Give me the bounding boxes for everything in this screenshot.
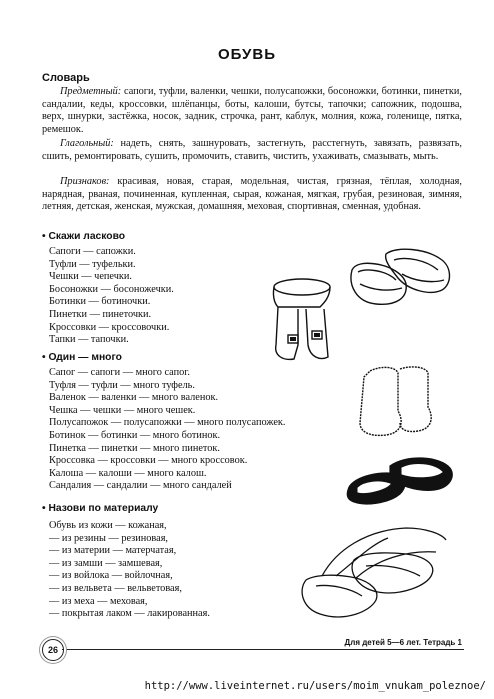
felt-boots-illustration <box>352 363 438 443</box>
list-item: Полусапожок — полусапожки — много полусапожек. <box>49 417 286 429</box>
watermark-url: http://www.liveinternet.ru/users/moim_vnukam_poleznoe/ <box>144 680 486 692</box>
footer-divider <box>62 649 464 650</box>
list-item: — из резины — резиновая, <box>49 532 169 544</box>
list-item: Сапоги — сапожки. <box>49 246 136 257</box>
attribute-vocabulary <box>42 176 462 214</box>
attributes-text: красивая, новая, старая, модельная, чистая, грязная, тёплая, холодная, нарядная, рваная, починенная, купленная, сырая, кожаная, мягкая, грубая, резиновая, зимняя, летняя, детская, женская, мужская, домашняя, меховая, спортивная, сменная, удобная. <box>42 176 462 213</box>
subject-text: сапоги, туфли, валенки, чешки, полусапожки, босоножки, ботинки, пинетки, сандалии, кеды, кроссовки, шлёпанцы, боты, калоши, бутсы, тапочки; сапожник, подошва, верх, шнурки, застёжка, носок, задник, строчка, рант, каблук, молния, кожа, голенище, пятка, ремешок. <box>42 86 462 135</box>
dictionary-heading: Словарь <box>42 72 90 84</box>
list-item: Пинетка — пинетки — много пинеток. <box>49 442 221 454</box>
list-item: Кроссовки — кроссовочки. <box>49 321 170 333</box>
list-item: — из замши — замшевая, <box>49 557 163 569</box>
list-item: Сапог — сапоги — много сапог. <box>49 367 190 378</box>
verbal-text: надеть, снять, зашнуровать, застегнуть, расстегнуть, завязать, развязать, сшить, ремонтировать, сушить, промочить, ставить, чистить, ухаживать, смазывать, мыть. <box>42 138 462 162</box>
page-title: ОБУВЬ <box>217 46 277 63</box>
verbal-label: Глагольный: <box>60 138 114 149</box>
list-item: — покрытая лаком — лакированная. <box>49 608 210 620</box>
section-one-many-heading: • Один — много <box>42 352 122 363</box>
verbal-vocabulary <box>42 138 462 163</box>
section-one-many-list <box>49 367 285 493</box>
list-item: Пинетки — пинеточки. <box>49 308 152 320</box>
slippers-illustration <box>346 240 456 310</box>
ballet-shoes-illustration <box>296 520 448 624</box>
list-item: Кроссовка — кроссовки — много кроссовок. <box>49 455 248 467</box>
list-item: Обувь из кожи — кожаная, <box>49 520 167 531</box>
list-item: Туфля — туфли — много туфель. <box>49 379 195 391</box>
section-affectionate-list <box>49 246 174 347</box>
section-affectionate-heading: • Скажи ласково <box>42 231 126 242</box>
boots-illustration <box>264 275 340 365</box>
list-item: Тапки — тапочки. <box>49 334 129 346</box>
list-item: — из меха — меховая, <box>49 595 148 607</box>
footer-caption: Для детей 5—6 лет. Тетрадь 1 <box>344 638 462 647</box>
loafers-illustration <box>344 452 456 510</box>
list-item: Калоша — калоши — много калош. <box>49 467 207 479</box>
section-material-list <box>49 520 210 621</box>
page-number: 26 <box>42 639 64 661</box>
subject-vocabulary <box>42 86 462 136</box>
list-item: Туфли — туфельки. <box>49 258 136 270</box>
list-item: — из вельвета — вельветовая, <box>49 582 182 594</box>
list-item: Босоножки — босоножечки. <box>49 283 174 295</box>
subject-label: Предметный: <box>60 86 122 97</box>
list-item: Чешки — чепечки. <box>49 271 132 283</box>
list-item: — из войлока — войлочная, <box>49 570 173 582</box>
attributes-label: Признаков: <box>60 176 110 187</box>
list-item: Ботинки — ботиночки. <box>49 296 151 308</box>
list-item: Ботинок — ботинки — много ботинок. <box>49 429 221 441</box>
list-item: Сандалия — сандалии — много сандалей <box>49 480 232 492</box>
section-material-heading: • Назови по материалу <box>42 503 159 514</box>
list-item: — из материи — матерчатая, <box>49 545 177 557</box>
list-item: Чешка — чешки — много чешек. <box>49 404 196 416</box>
list-item: Валенок — валенки — много валенок. <box>49 392 219 404</box>
